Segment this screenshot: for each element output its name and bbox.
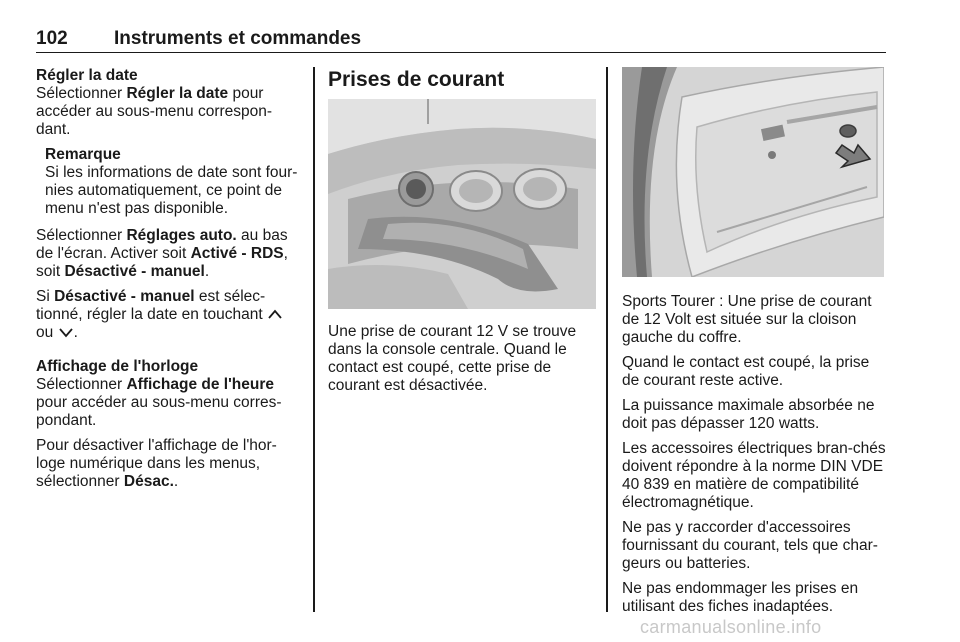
console-socket-illustration (328, 99, 596, 309)
page-number: 102 (36, 28, 68, 49)
ignition-paragraph: Quand le contact est coupé, la prise de courant reste active. (622, 354, 870, 389)
trunk-socket-paragraph: Sports Tourer : Une prise de courant de 12 Volt est située sur la cloison gauche du coffre. (622, 293, 872, 346)
remark-title: Remarque (45, 146, 121, 163)
deactivate-paragraph: Pour désactiver l'affichage de l'hor-loge numérique dans les menus, sélectionner Désac.. (36, 437, 277, 490)
chevron-up-icon (267, 308, 283, 320)
set-date-heading: Régler la date (36, 67, 138, 84)
trunk-socket-illustration (622, 67, 888, 277)
set-date-paragraph: Sélectionner Régler la date pour accéder au sous-menu correspon-dant. (36, 85, 273, 138)
watermark: carmanualsonline.info (640, 617, 822, 637)
console-socket-paragraph: Une prise de courant 12 V se trouve dans la console centrale. Quand le contact est coupé, cette prise de courant est désactivée. (328, 323, 577, 394)
remark-box (45, 146, 298, 218)
column-left (36, 67, 298, 498)
accessories-paragraph: Les accessoires électriques bran-chés doivent répondre à la norme DIN VDE 40 839 en matière de compatibilité électromagnétique. (622, 440, 886, 511)
auto-settings-paragraph: Sélectionner Réglages auto. au bas de l'écran. Activer soit Activé - RDS, soit Désactivé - manuel. (36, 227, 288, 280)
column-right (622, 67, 888, 623)
column-divider-1 (313, 67, 315, 612)
clock-heading: Affichage de l'horloge (36, 358, 199, 375)
column-middle (328, 67, 596, 402)
column-divider-2 (606, 67, 608, 612)
plugs-paragraph: Ne pas endommager les prises en utilisant des fiches inadaptées. (622, 580, 859, 615)
page-title: Instruments et commandes (114, 28, 362, 49)
power-paragraph: La puissance maximale absorbée ne doit pas dépasser 120 watts. (622, 397, 875, 432)
manual-date-paragraph: Si Désactivé - manuel est sélec-tionné, régler la date en touchant ou . (36, 288, 298, 342)
clock-paragraph: Sélectionner Affichage de l'heure pour accéder au sous-menu corres-pondant. (36, 376, 282, 429)
page-header (36, 30, 886, 53)
remark-text: Si les informations de date sont four-nies automatiquement, ce point de menu n'est pas disponible. (45, 164, 298, 217)
section-title: Prises de courant (328, 68, 505, 91)
chargers-paragraph: Ne pas y raccorder d'accessoires fournissant du courant, tels que char-geurs ou batteries. (622, 519, 878, 572)
chevron-down-icon (58, 326, 74, 338)
